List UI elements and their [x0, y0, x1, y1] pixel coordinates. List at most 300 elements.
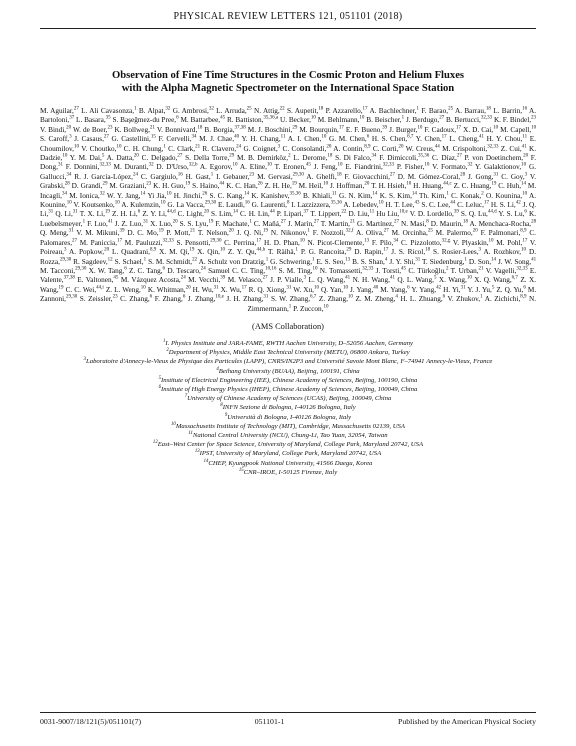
author-name: E. Fiandrini: [345, 163, 381, 172]
author-entry: C. Konak,$^2$: [451, 191, 484, 200]
author-affiliation-marker: 32,f: [345, 228, 354, 234]
author-name: A. Contin: [333, 144, 363, 153]
affiliation-line: [40, 394, 536, 403]
author-name: P. Azzarello: [325, 107, 361, 115]
author-name: A. Barrau: [454, 107, 485, 115]
author-entry: X. Wang,$^{10}$: [438, 275, 472, 285]
author-name: N. Attig: [253, 107, 278, 115]
author-entry: F. Cadoux,$^{17}$: [424, 125, 462, 134]
author-entry: D. Liu,$^{11}$: [348, 210, 375, 219]
author-entry: K. S. Kim,$^{14}$: [379, 191, 417, 200]
author-name: Samuel C. C. Ting: [208, 266, 264, 275]
author-name: M. Orcinha: [391, 229, 427, 238]
author-name: F. Zhang: [154, 295, 181, 304]
author-affiliation-marker: 29: [102, 181, 108, 187]
author-entry: Y. Chen,$^{17}$: [415, 134, 447, 144]
author-name: I. Lazzizzera: [291, 201, 329, 210]
author-name: H. S. Li: [490, 201, 514, 210]
author-name: A. Eline: [239, 163, 266, 172]
author-name: K. Dadzie: [40, 144, 537, 163]
affiliation-list: [40, 339, 536, 477]
author-affiliation-marker: 19: [58, 285, 64, 291]
author-name: A. Schulz von Dratzig: [198, 257, 264, 266]
author-entry: F. Giovacchini,$^{27}$: [344, 172, 395, 181]
author-affiliation-marker: 19: [104, 210, 110, 216]
author-name: X. D. Cai: [463, 125, 492, 134]
author-affiliation-marker: 19: [185, 181, 191, 187]
author-entry: C. Perrina,$^{17}$: [224, 238, 262, 247]
author-affiliation-marker: 27: [439, 116, 445, 121]
author-name: J. Q. Ni: [236, 229, 262, 238]
author-affiliation-marker: 3: [524, 172, 528, 178]
author-affiliation-marker: 27: [389, 172, 395, 178]
author-entry: J. Zhang,$^{10,e}$: [187, 294, 224, 304]
author-affiliation-marker: 34: [191, 134, 197, 140]
author-name: C. Díaz: [431, 154, 456, 163]
author-entry: E. Fiandrini,$^{32,33}$: [345, 163, 395, 172]
author-entry: D. Maurin,$^{18}$: [430, 219, 468, 228]
author-entry: A. Oliva,$^{27}$: [355, 228, 389, 238]
author-affiliation-marker: 10: [406, 181, 412, 187]
author-entry: G. Ambrosi,$^{32}$: [172, 106, 214, 115]
author-entry: S. Schael,$^1$: [114, 257, 147, 266]
author-name: S. Rosier-Lees: [433, 248, 477, 257]
author-name: W. de Boer: [72, 125, 106, 134]
author-name: C. Mañá: [253, 219, 279, 228]
author-entry: V. Choutko,$^{10}$: [81, 144, 122, 153]
author-affiliation-marker: 24: [200, 266, 206, 272]
author-entry: V. Bindi,$^{20}$: [40, 125, 72, 134]
affiliation-text: I. Physics Institute and JARA-FAME, RWTH Aachen University, D–52056 Aachen, Germany: [165, 339, 414, 347]
author-name: X. Wu: [220, 285, 240, 294]
author-name: F. Nozzoli: [312, 229, 344, 238]
footer-publisher: Published by the American Physical Society: [398, 717, 536, 726]
author-name: D. Son: [468, 257, 490, 266]
author-affiliation-marker: 20: [326, 144, 332, 150]
author-entry: C. Gargiulo,$^{16}$: [140, 172, 183, 181]
author-affiliation-marker: 1: [401, 116, 405, 121]
author-name: G. Ambrosi: [172, 107, 208, 115]
author-affiliation-marker: 29: [346, 247, 352, 253]
author-entry: M. Graziani,$^{23}$: [109, 181, 152, 191]
author-name: A. Datta: [106, 154, 133, 163]
author-name: M. Paniccia: [79, 238, 116, 247]
author-name: S. S. Lyu: [179, 219, 207, 228]
author-entry: J. Feng,$^{10}$: [313, 163, 343, 172]
author-name: Hu Liu: [376, 210, 398, 219]
author-affiliation-marker: 1: [210, 172, 214, 178]
author-entry: R. Clavero,$^{24}$: [202, 144, 242, 153]
author-affiliation-marker: 41: [345, 275, 351, 281]
author-entry: Yi Jia,$^{10}$: [147, 191, 172, 200]
author-name: F. Giovacchini: [344, 172, 389, 181]
author-entry: E. Valente,$^{37,38}$: [40, 266, 537, 285]
author-name: S. Della Torre: [185, 154, 228, 163]
author-entry: A. Rozhkov,$^{10}$: [483, 247, 527, 257]
author-entry: C. Clark,$^{21}$: [168, 144, 201, 153]
author-entry: A. Bachlechner,$^1$: [369, 106, 420, 115]
author-entry: M. B. Demirköz,$^2$: [236, 153, 291, 163]
author-affiliation-marker: 35,36: [289, 191, 301, 197]
author-name: S. C. Lee: [421, 201, 449, 210]
author-name: A. I. Chen: [287, 135, 320, 144]
author-entry: R. J. García-López,$^{24}$: [74, 172, 138, 181]
author-entry: M. Crispoltoni,$^{32,33}$: [442, 144, 499, 153]
author-name: C. Palomares: [40, 229, 536, 247]
author-affiliation-marker: 14: [411, 191, 417, 197]
author-entry: C. Mañá,$^{27}$: [253, 219, 286, 228]
author-name: M. Aguilar: [40, 107, 73, 115]
author-name: S. Zeissler: [79, 295, 111, 304]
author-name: H. D. Phan: [263, 238, 298, 247]
author-name: F. Dong: [40, 154, 537, 172]
author-affiliation-marker: 27: [262, 275, 268, 281]
author-affiliation-marker: 22: [279, 106, 285, 112]
author-affiliation-marker: 35,36: [330, 200, 342, 206]
author-affiliation-marker: 20: [133, 153, 139, 159]
author-entry: F. Cervelli,$^{34}$: [158, 134, 197, 144]
author-affiliation-marker: 8: [286, 200, 290, 206]
author-name: V. Bindi: [40, 125, 65, 134]
author-name: T. Martin: [320, 219, 349, 228]
author-affiliation-marker: 31: [213, 285, 219, 291]
author-affiliation-marker: 1: [143, 257, 147, 263]
author-affiliation-marker: 6: [524, 210, 527, 216]
author-name: G. Laurenti: [251, 201, 286, 210]
author-name: E. Laudi: [217, 201, 243, 210]
author-name: Y. S. Lu: [498, 210, 523, 219]
author-name: T. Lippert: [310, 210, 340, 219]
author-name: M. Graziani: [109, 182, 145, 191]
author-entry: C. Huh,$^{14}$: [498, 181, 527, 191]
author-affiliation-marker: 19: [208, 219, 214, 225]
author-name: D. D'Urso: [156, 163, 187, 172]
author-entry: K. Luebelsmeyer,$^1$: [40, 210, 537, 228]
author-affiliation-marker: 18: [485, 106, 491, 112]
author-affiliation-marker: 5: [101, 153, 105, 159]
author-affiliation-marker: 6: [162, 266, 166, 272]
footer-page-number: 051101-1: [254, 717, 285, 726]
author-affiliation-marker: 2: [481, 191, 484, 197]
author-entry: S. M. Ting,$^{10}$: [278, 266, 318, 275]
author-name: S. W. Zhang: [270, 295, 309, 304]
author-name: J. Casaus: [74, 135, 103, 144]
author-entry: R. Battiston,$^{35,36,a}$: [226, 116, 279, 125]
author-name: D. Maurin: [430, 219, 462, 228]
author-name: V. Zhukov: [447, 295, 479, 304]
affiliation-line: [40, 348, 536, 357]
author-affiliation-marker: 17: [117, 238, 123, 244]
author-entry: Samuel C. C. Ting,$^{10,16}$: [208, 266, 277, 275]
author-name: F. Machate: [215, 219, 248, 228]
author-name: A. Bartoloni: [40, 107, 537, 125]
author-name: Z. Q. Yu: [496, 285, 522, 294]
author-name: F. Luo: [87, 219, 106, 228]
author-name: E. Choumilov: [40, 135, 536, 153]
author-name: M. Yang: [380, 285, 406, 294]
author-entry: A. Popkow,$^{20}$: [69, 247, 110, 257]
author-entry: L. Basara,$^{35}$: [76, 116, 111, 125]
author-entry: Q. Li,$^{31}$: [55, 210, 78, 219]
author-entry: D. C. Mo,$^{19}$: [127, 228, 164, 238]
author-entry: X. D. Cai,$^{10}$: [463, 125, 499, 134]
author-entry: Z. M. Zheng,$^4$: [355, 294, 398, 304]
author-name: V. D. Lordello: [409, 210, 452, 219]
author-name: J. Y. Shi: [389, 257, 414, 266]
author-name: L. Derome: [293, 154, 326, 163]
author-entry: B. Bertucci,$^{32,33}$: [446, 116, 493, 125]
author-entry: Q. L. Wang,$^5$: [397, 275, 437, 285]
author-name: P. Fisher: [396, 163, 423, 172]
author-affiliation-marker: 10: [166, 191, 172, 197]
author-affiliation-marker: 10: [424, 163, 430, 169]
author-affiliation-marker: 20: [185, 285, 191, 291]
author-entry: W. de Boer,$^{23}$: [72, 125, 113, 134]
author-affiliation-marker: 34: [66, 172, 72, 178]
author-name: C. Huh: [498, 182, 520, 191]
author-affiliation-marker: 29,30: [65, 294, 78, 300]
author-name: D. Rapin: [354, 248, 382, 257]
author-affiliation-marker: 20: [364, 181, 370, 187]
affiliation-text: Institute of High Energy Physics (IHEP), Chinese Academy of Sciences, Beijing, 100049, China: [161, 385, 418, 393]
author-entry: V. Plyaskin,$^{10}$: [452, 238, 494, 247]
author-affiliation-marker: 32,33: [487, 144, 499, 150]
author-affiliation-marker: 31: [286, 285, 292, 291]
author-name: H. Yi: [443, 285, 459, 294]
author-name: O. Kounina: [485, 191, 521, 200]
author-entry: E. F. Bueno,$^{39}$: [345, 125, 388, 134]
author-name: W. Creus: [405, 144, 433, 153]
author-name: S. C. Kang: [209, 191, 243, 200]
author-entry: V. Poireau,$^3$: [40, 238, 537, 257]
author-affiliation-marker: 1: [82, 219, 86, 225]
author-entry: M. Battarbee,$^{45}$: [180, 116, 226, 125]
author-entry: Hu Liu,$^{10,e}$: [376, 210, 408, 219]
author-entry: J. Gong,$^{31}$: [467, 172, 499, 181]
author-affiliation-marker: 8,9: [520, 294, 527, 300]
affiliation-line: [40, 376, 536, 385]
author-name: D. Liu: [348, 210, 368, 219]
author-affiliation-marker: 11: [280, 134, 286, 140]
author-name: T. Urban: [450, 266, 477, 275]
author-entry: D. M. Gómez-Coral,$^{28}$: [397, 172, 466, 181]
author-entry: G. Coignet,$^3$: [243, 144, 281, 153]
paper-title: [40, 69, 536, 95]
author-entry: Z. Q. Yu,$^6$: [496, 285, 526, 294]
author-entry: S. Haino,$^{44}$: [192, 181, 225, 191]
author-entry: P. Azzarello,$^{17}$: [325, 106, 368, 115]
author-name: X. Wang: [438, 276, 465, 285]
author-entry: M. Bourquin,$^{17}$: [299, 125, 344, 134]
author-affiliation-marker: 40: [373, 285, 379, 291]
author-entry: E. Choumilov,$^{10}$: [40, 135, 536, 153]
author-name: Y. H. Chang: [241, 135, 279, 144]
author-entry: M. Duranti,$^{32}$: [113, 163, 154, 172]
author-affiliation-marker: 10: [521, 247, 527, 253]
author-entry: Th. Kirn,$^1$: [419, 191, 449, 200]
author-affiliation-marker: 6,7: [310, 294, 317, 300]
author-entry: F. Dimiccoli,$^{35,36}$: [379, 153, 430, 163]
author-entry: Z. Y. Li,$^{44,d}$: [142, 210, 176, 219]
author-name: E. Valtonen: [77, 276, 112, 285]
author-entry: G. Schwering,$^1$: [270, 257, 315, 266]
author-affiliation-marker: 24: [236, 144, 242, 150]
author-name: C. Corti: [372, 144, 397, 153]
author-affiliation-marker: 14: [491, 257, 496, 263]
author-affiliation-marker: 11: [369, 210, 375, 216]
author-affiliation-marker: 22: [192, 257, 198, 263]
author-name: V. Plyaskin: [452, 238, 487, 247]
author-affiliation-marker: 45: [220, 116, 226, 121]
author-name: F. Dimiccoli: [379, 154, 417, 163]
footer-rule: [40, 712, 536, 713]
author-affiliation-marker: 26: [257, 181, 263, 187]
author-entry: B. Borgia,$^{37,38}$: [204, 125, 246, 134]
author-affiliation-marker: 25: [427, 228, 433, 234]
author-name: R. Battiston: [226, 116, 262, 125]
author-name: M. Zannoni: [40, 285, 537, 304]
author-entry: D. Son,$^{14}$: [468, 257, 496, 266]
author-affiliation-marker: 18: [318, 106, 324, 112]
author-entry: V. Vagelli,$^{32,33}$: [485, 266, 528, 275]
author-affiliation-marker: 15: [150, 134, 156, 140]
affiliation-text: CHEP, Kyungpook National University, 41566 Daegu, Korea: [208, 459, 373, 467]
author-entry: G. Castellini,$^{15}$: [111, 134, 156, 144]
author-affiliation-marker: 8,9: [149, 247, 157, 253]
author-affiliation-marker: 1: [446, 191, 449, 197]
author-affiliation-marker: 3: [303, 275, 307, 281]
affiliation-text: IPST, University of Maryland, College Park, Maryland 20742, USA: [199, 450, 382, 458]
author-affiliation-marker: 6: [149, 294, 153, 300]
affiliation-text: Laboratoire d'Annecy-le-Vieux de Physique des Particules (LAPP), CNRS/IN2P3 and Université Savoie Mont Blanc, F–74941 Annecy-le-Vieux, France: [86, 358, 493, 366]
author-entry: C. Delgado,$^{27}$: [141, 153, 183, 163]
author-entry: M. Vázquez Acosta,$^{24}$: [120, 275, 186, 285]
author-name: R. Q. Xiong: [248, 285, 285, 294]
author-entry: H. L. Zhuang,$^6$: [400, 294, 446, 304]
author-entry: M. Gervasi,$^{29,30}$: [257, 172, 304, 181]
author-affiliation-marker: 10: [359, 116, 365, 121]
title-line-1: Observation of Fine Time Structures in the Cosmic Proton and Helium Fluxes: [111, 70, 465, 81]
author-name: H. Jinchi: [173, 191, 201, 200]
author-entry: P. von Doetinchem,$^{20}$: [464, 153, 529, 163]
author-name: G. N. Kim: [339, 191, 371, 200]
affiliation-text: Department of Physics, Middle East Technical University (METU), 06800 Ankara, Turkey: [168, 349, 410, 357]
author-entry: L. Arruda,$^{25}$: [216, 106, 252, 115]
author-entry: J. Marín,$^{27}$: [287, 219, 319, 228]
author-affiliation-marker: 6: [523, 285, 526, 291]
author-entry: M. Incagli,$^{34}$: [40, 182, 537, 200]
author-affiliation-marker: 32,33: [516, 266, 528, 272]
author-name: X. W. Tang: [88, 266, 123, 275]
author-name: C. H. Chung: [123, 144, 162, 153]
author-entry: B. Khiali,$^{11}$: [303, 191, 337, 200]
author-name: M. Pauluzzi: [124, 238, 161, 247]
author-affiliation-marker: 27: [73, 106, 79, 112]
author-entry: J. Hoffman,$^{20}$: [329, 181, 370, 191]
author-affiliation-marker: 29: [229, 153, 235, 159]
affiliation-line: [40, 367, 536, 376]
author-entry: Z. X. Wang,$^{19}$: [40, 276, 537, 294]
author-name: H. L. Zhuang: [400, 295, 441, 304]
author-affiliation-marker: 27: [280, 219, 286, 225]
author-entry: H. T. Lee,$^{43}$: [385, 200, 420, 210]
author-affiliation-marker: 18: [462, 219, 468, 225]
author-name: N. H. Wang: [352, 276, 389, 285]
author-affiliation-marker: 44: [219, 181, 225, 187]
author-entry: V. D. Lordello,$^{39}$: [409, 210, 459, 219]
author-entry: V. Zhukov,$^1$: [447, 294, 483, 304]
author-name: S. M. Ting: [278, 266, 311, 275]
author-affiliation-marker: 31: [68, 228, 74, 234]
author-affiliation-marker: 6: [442, 294, 446, 300]
author-entry: X. Qin,$^{10}$: [197, 247, 225, 257]
author-entry: S. Başeğmez-du Pree,$^6$: [112, 116, 179, 125]
author-affiliation-marker: 31: [57, 163, 63, 169]
author-entry: H. D. Phan,$^{10}$: [263, 238, 305, 247]
author-entry: M. Heil,$^{10}$: [298, 181, 329, 191]
author-affiliation-marker: 31: [263, 294, 269, 300]
author-name: P. Lipari: [276, 210, 302, 219]
author-name: X. Q. Wang: [474, 276, 510, 285]
author-affiliation-marker: 18: [336, 172, 342, 178]
author-entry: E. S. Seo,$^{13}$: [316, 257, 351, 266]
author-name: E. Valente: [40, 266, 537, 285]
author-name: Y. Chen: [415, 135, 440, 144]
author-name: V. Grabski: [40, 172, 537, 191]
author-affiliation-marker: 32: [208, 106, 214, 112]
author-entry: W. Y. Jang,$^{14}$: [106, 191, 146, 200]
author-name: A. Rozhkov: [483, 248, 520, 257]
author-name: A. Kulemzin: [121, 201, 159, 210]
affiliation-line: [40, 385, 536, 394]
author-affiliation-marker: 16: [177, 172, 183, 178]
author-entry: I. Gebauer,$^{23}$: [216, 172, 255, 181]
author-affiliation-marker: 10: [521, 163, 527, 169]
author-affiliation-marker: 10: [488, 238, 494, 244]
affiliation-line: [40, 440, 536, 449]
author-name: F. Donnini: [65, 163, 98, 172]
author-entry: S. C. Lee,$^{44}$: [421, 200, 456, 210]
author-entry: P. Fisher,$^{10}$: [396, 163, 430, 172]
author-affiliation-marker: 14: [521, 181, 527, 187]
author-entry: F. Nozzoli,$^{32,f}$: [312, 228, 354, 238]
author-entry: G. Martínez,$^{27}$: [356, 219, 399, 228]
author-entry: C. H. Chung,$^1$: [123, 144, 166, 153]
author-name: M. Heil: [298, 182, 322, 191]
author-name: J. W. Song: [497, 257, 530, 266]
author-name: F. Barao: [421, 107, 447, 115]
author-affiliation-marker: 32: [99, 191, 105, 197]
author-affiliation-marker: 23: [112, 294, 118, 300]
author-entry: Y. J. Yu,$^5$: [467, 285, 495, 294]
author-name: C. Delgado: [141, 154, 176, 163]
author-affiliation-marker: 32,33: [99, 163, 111, 169]
author-name: Y. M. Dai: [69, 154, 101, 163]
author-entry: A. Kulemzin,$^{10}$: [121, 200, 166, 210]
author-name: H. T. Lee: [385, 201, 413, 210]
author-affiliation-marker: 32,33: [382, 163, 395, 169]
author-name: N. Masi: [400, 219, 425, 228]
author-name: Z. H. He: [264, 182, 290, 191]
author-affiliation-marker: 19: [263, 228, 268, 234]
author-affiliation-marker: 25: [448, 106, 454, 112]
author-affiliation-marker: 20: [104, 247, 110, 253]
author-affiliation-marker: 26: [202, 191, 208, 197]
author-name: M. Gervasi: [257, 172, 291, 181]
author-name: G. M. Chen: [329, 135, 365, 144]
author-affiliation-marker: 31: [48, 210, 54, 216]
author-affiliation-marker: 11: [331, 191, 337, 197]
